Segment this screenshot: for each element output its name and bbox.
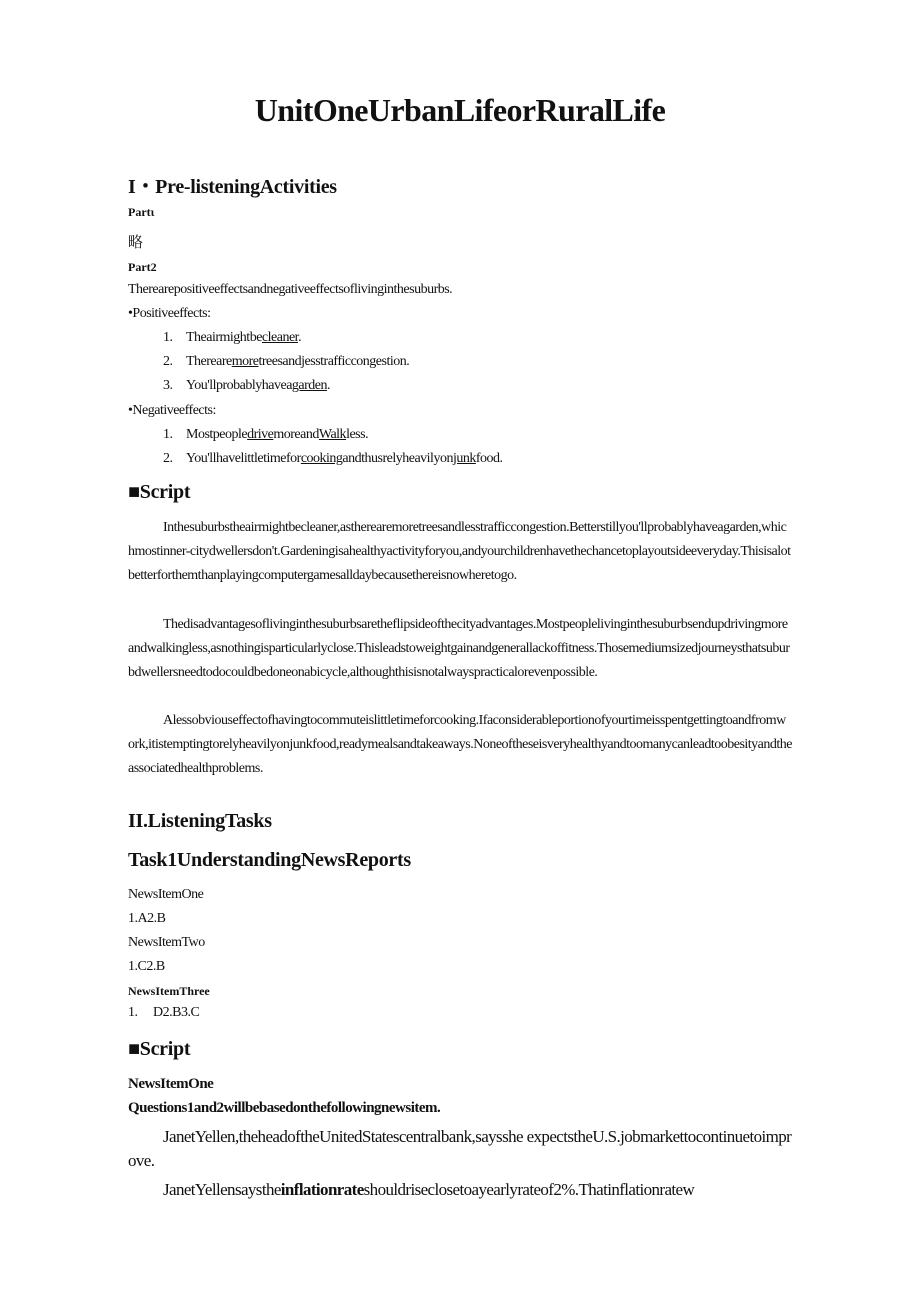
part1-text: 略 [128,235,143,251]
negative-effects-label: •Negativeeffects: [128,403,216,418]
positive-effects-list [163,330,409,403]
list-item: 2. You'llhavelittletimeforcookingandthusrelyheavilyonjunkfood. [163,451,503,467]
list-item: 1. Theairmightbecleaner. [163,330,302,345]
news-item-two-label: NewsItemTwo [128,935,205,950]
list-item: 3. You'llprobablyhaveagarden. [163,378,331,394]
answer-blank: junk [452,451,476,467]
page-title: UnitOneUrbanLifeorRuralLife [254,92,666,128]
answer-blank: drive [247,427,274,442]
answer-blank: garden [291,378,328,394]
negative-effects-list [163,427,503,475]
answer-blank: cleaner [261,330,299,345]
news-script-paragraph: JanetYellensaystheinflationrateshouldriseclosetoayearlyrateof2%.Thatinflationratew [163,1180,695,1199]
part2-label: Part2 [128,260,157,274]
section-heading-listening-tasks: II.ListeningTasks [128,810,272,832]
list-item: 2. Therearemoretreesandjesstrafficcongestion. [163,354,410,370]
script-paragraph: Inthesuburbstheairmightbecleaner,astherearemoretreesandlesstrafficcongestion.Betterstillyou'llprobablyhaveagarden,whichmostinner-citydwellersdon't.Gardeningisahealthyactivityforyou,andyourchildrenhavethechancetoplayoutsideeveryday.Thisisalotbetterforthemthanplayingcomputergamesalldaybecausethereisnowheretogo. [128,520,791,584]
news-item-one-answers: 1.A2.B [128,911,166,926]
news-item-three-answers: 1. D2.B3.C [128,1005,200,1020]
section-heading-pre-listening: I・Pre-listeningActivities [128,176,337,198]
script-paragraph: Alessobviouseffectofhavingtocommuteislittletimeforcooking.Ifaconsiderableportionofyourtimeisspentgettingtoandfromwork,itistemptingtorelyheavilyonjunkfood,readymealsandtakeaways.Noneoftheseisveryhealthyandtoomanycanleadtoobesityandtheassociatedhealthproblems. [128,713,793,777]
part1-label: Partι [128,205,155,219]
list-item: 1. MostpeopledrivemoreandWalkless. [163,427,369,442]
news-item-one-label: NewsItemOne [128,887,204,902]
news-item-three-label: NewsItemThree [128,984,210,998]
part2-intro: Therearepositiveeffectsandnegativeeffectsoflivinginthesuburbs. [128,282,453,297]
answer-blank: cooking [300,451,343,467]
script-paragraph: Thedisadvantagesoflivinginthesuburbsaretheflipsideofthecityadvantages.Mostpeoplelivinginthesuburbsendupdrivingmoreandwalkingless,asnothingisparticularlyclose.Thisleadstoweightgainandgenerallackoffitness.Thosemediumsizedjourneysthatsuburbdwellersneedtodocouldbedoneonabicycle,althoughthisisnotalwayspracticalorevenpossible. [128,617,790,681]
answer-blank: Walk [318,427,347,442]
news-script-paragraph: JanetYellen,theheadoftheUnitedStatescentralbank,saysshe expectstheU.S.jobmarkettocontinuetoimprove. [128,1127,792,1170]
news-item-one-heading: NewsItemOne [128,1076,214,1092]
script-heading: ■Script [128,481,191,503]
task1-heading: Task1UnderstandingNewsReports [128,849,411,871]
answer-blank: more [231,354,259,370]
positive-effects-label: •Positiveeffects: [128,306,211,321]
questions-instruction: Questions1and2willbebasedonthefollowingnewsitem. [128,1100,441,1116]
script-heading: ■Script [128,1038,191,1060]
news-item-two-answers: 1.C2.B [128,959,165,974]
